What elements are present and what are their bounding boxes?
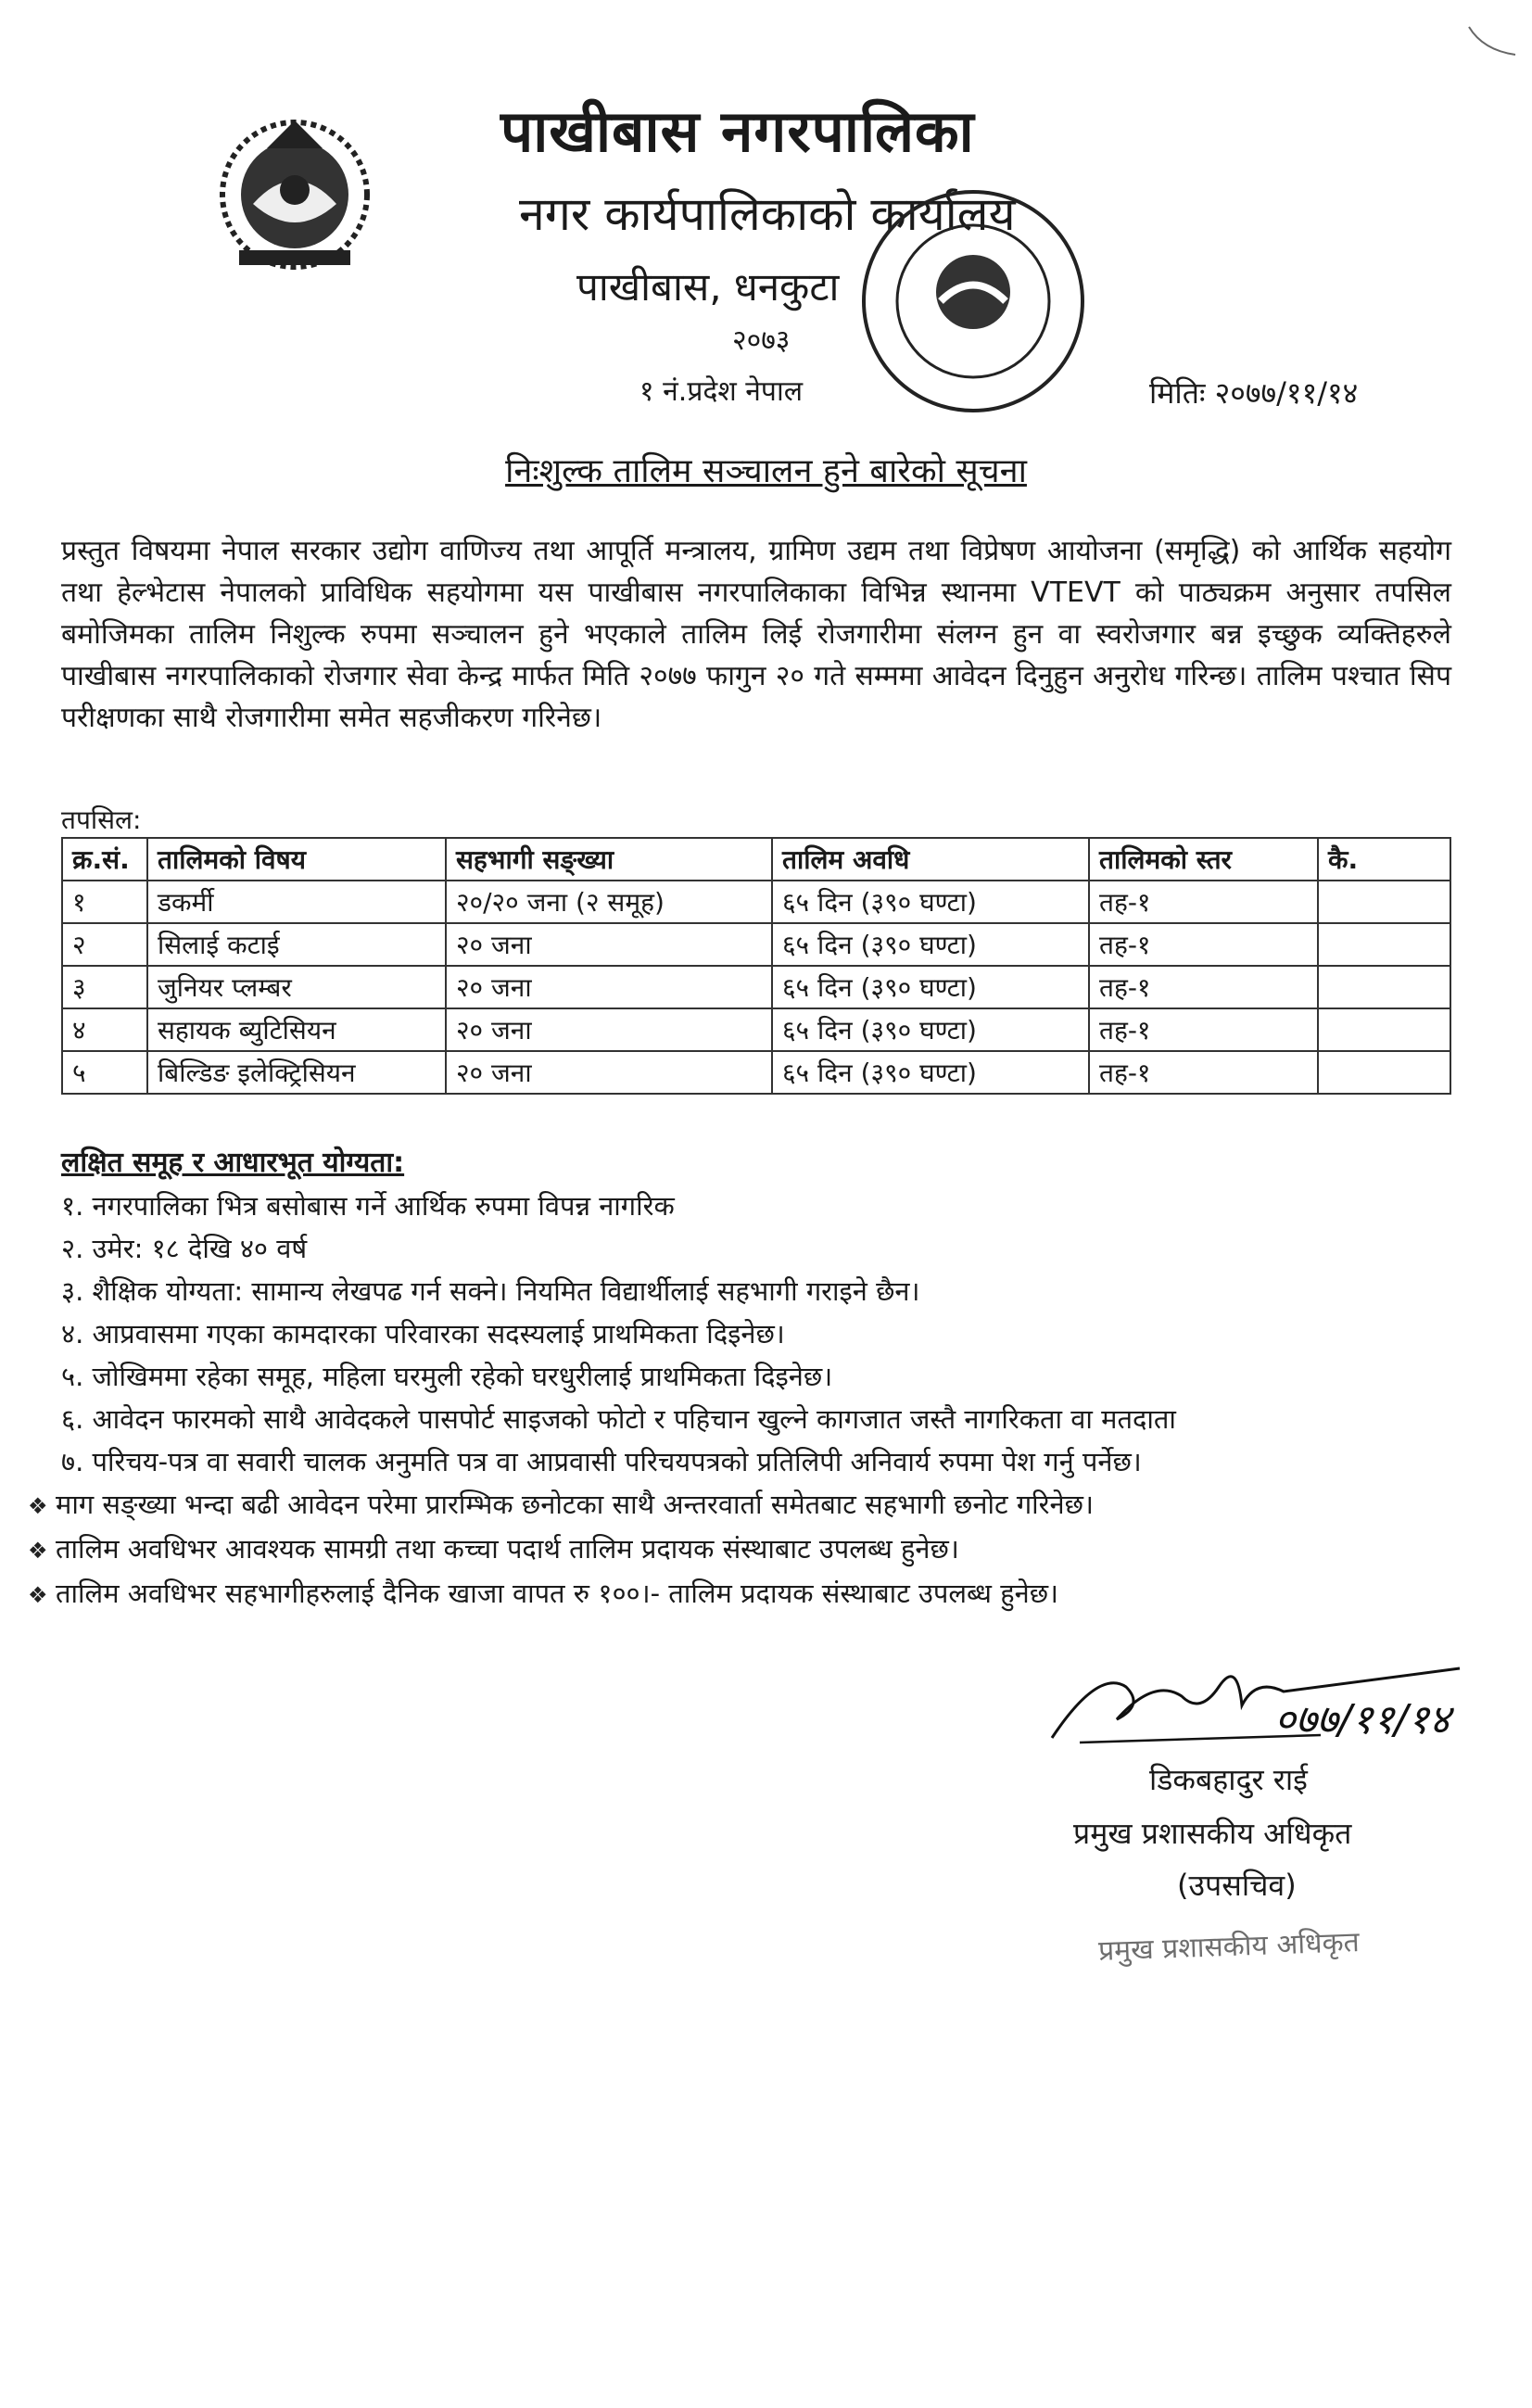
table-row [62, 1051, 1450, 1094]
organization-name: पाखीबास नगरपालिका [500, 97, 975, 165]
note-text: माग सङ्ख्या भन्दा बढी आवेदन परेमा प्रारम्भिक छनोटका साथै अन्तरवार्ता समेतबाट सहभागी छनोट गरिनेछ। [56, 1489, 1094, 1520]
handwritten-date: ०७७/११/१४ [1274, 1696, 1450, 1743]
col-sn: क्र.सं. [62, 838, 147, 881]
cell: ६५ दिन (३९० घण्टा) [772, 1051, 1089, 1094]
table-header-row [62, 838, 1450, 881]
province: १ नं.प्रदेश नेपाल [639, 375, 804, 408]
list-item: ६. आवेदन फारमको साथै आवेदकले पासपोर्ट साइजको फोटो र पहिचान खुल्ने कागजात जस्तै नागरिकता वा मतदाता [61, 1403, 1176, 1435]
cell: ५ [62, 1051, 147, 1094]
list-item [28, 1527, 1492, 1572]
cell [1318, 881, 1450, 923]
table-row [62, 966, 1450, 1008]
cell: तह-१ [1089, 1008, 1318, 1051]
cell: ६५ दिन (३९० घण्टा) [772, 881, 1089, 923]
cell: बिल्डिङ इलेक्ट्रिसियन [147, 1051, 446, 1094]
notice-title: निःशुल्क तालिम सञ्चालन हुने बारेको सूचना [505, 452, 1027, 490]
details-label: तपसिल: [61, 805, 142, 835]
cell: ६५ दिन (३९० घण्टा) [772, 1008, 1089, 1051]
col-participants: सहभागी सङ्ख्या [446, 838, 772, 881]
diamond-bullet-icon: ❖ [28, 1582, 48, 1608]
cell: सहायक ब्युटिसियन [147, 1008, 446, 1051]
cell [1318, 966, 1450, 1008]
list-item: ४. आप्रवासमा गएका कामदारका परिवारका सदस्यलाई प्राथमिकता दिइनेछ। [61, 1318, 785, 1350]
cell: २० जना [446, 966, 772, 1008]
cell: ४ [62, 1008, 147, 1051]
cell: तह-१ [1089, 923, 1318, 966]
handwritten-signature-icon [1043, 1650, 1469, 1752]
signatory-rank: (उपसचिव) [1177, 1868, 1297, 1903]
note-text: तालिम अवधिभर सहभागीहरुलाई दैनिक खाजा वापत रु १००।- तालिम प्रदायक संस्थाबाट उपलब्ध हुनेछ। [56, 1578, 1059, 1609]
col-level: तालिमको स्तर [1089, 838, 1318, 881]
diamond-bullet-icon: ❖ [28, 1538, 48, 1564]
signatory-name: डिकबहादुर राई [1149, 1762, 1308, 1797]
cell: ६५ दिन (३९० घण्टा) [772, 966, 1089, 1008]
cell: डकर्मी [147, 881, 446, 923]
table-row [62, 923, 1450, 966]
note-text: तालिम अवधिभर आवश्यक सामग्री तथा कच्चा पदार्थ तालिम प्रदायक संस्थाबाट उपलब्ध हुनेछ। [56, 1533, 959, 1565]
table-row [62, 1008, 1450, 1051]
signatory-role: प्रमुख प्रशासकीय अधिकृत [1073, 1816, 1352, 1851]
requirements-list [61, 1185, 1488, 1483]
cell: सिलाई कटाई [147, 923, 446, 966]
requirements-title: लक्षित समूह र आधारभूत योग्यता: [61, 1147, 405, 1179]
training-table [61, 837, 1451, 1095]
list-item: ३. शैक्षिक योग्यता: सामान्य लेखपढ गर्न सक्ने। नियमित विद्यार्थीलाई सहभागी गराइने छैन। [61, 1275, 920, 1307]
cell: तह-१ [1089, 881, 1318, 923]
list-item: ७. परिचय-पत्र वा सवारी चालक अनुमति पत्र वा आप्रवासी परिचयपत्रको प्रतिलिपी अनिवार्य रुपमा पेश गर्नु पर्नेछ। [61, 1446, 1142, 1477]
list-item [28, 1483, 1492, 1527]
nepal-government-emblem-icon [202, 102, 387, 278]
col-duration: तालिम अवधि [772, 838, 1089, 881]
cell [1318, 923, 1450, 966]
notice-body: प्रस्तुत विषयमा नेपाल सरकार उद्योग वाणिज्य तथा आपूर्ति मन्त्रालय, ग्रामिण उद्यम तथा विप्रेषण आयोजना (समृद्धि) को आर्थिक सहयोग तथा हेल्भेटास नेपालको प्राविधिक सहयोगमा यस पाखीबास नगरपालिकाका विभिन्न स्थानमा VTEVT को पाठ्यक्रम अनुसार तपसिल बमोजिमका तालिम निशुल्क रुपमा सञ्चालन हुने भएकाले तालिम लिई रोजगारीमा संलग्न हुन वा स्वरोजगार बन्न इच्छुक व्यक्तिहरुले पाखीबास नगरपालिकाको रोजगार सेवा केन्द्र मार्फत मिति २०७७ फागुन २० गते सम्ममा आवेदन दिनुहुन अनुरोध गरिन्छ। तालिम पश्चात सिप परीक्षणका साथै रोजगारीमा समेत सहजीकरण गरिनेछ। [61, 535, 1451, 734]
list-item: १. नगरपालिका भित्र बसोबास गर्ने आर्थिक रुपमा विपन्न नागरिक [61, 1190, 675, 1222]
office-name: नगर कार्यपालिकाको कार्यालय [519, 187, 1016, 241]
list-item: ५. जोखिममा रहेका समूह, महिला घरमुली रहेको घरधुरीलाई प्राथमिकता दिइनेछ। [61, 1361, 833, 1392]
notes-list [28, 1483, 1492, 1616]
municipality-office-seal-icon [834, 181, 1112, 440]
cell: २० जना [446, 1008, 772, 1051]
cell: २० जना [446, 1051, 772, 1094]
cell: ३ [62, 966, 147, 1008]
cell: तह-१ [1089, 966, 1318, 1008]
cell: १ [62, 881, 147, 923]
cell [1318, 1008, 1450, 1051]
col-subject: तालिमको विषय [147, 838, 446, 881]
established-year: २०७३ [732, 324, 791, 357]
cell: २०/२० जना (२ समूह) [446, 881, 772, 923]
list-item: २. उमेर: १८ देखि ४० वर्ष [61, 1233, 308, 1264]
cell: तह-१ [1089, 1051, 1318, 1094]
corner-scan-mark [1464, 22, 1520, 59]
notice-date: मितिः २०७७/११/१४ [1149, 375, 1359, 411]
cell: २ [62, 923, 147, 966]
diamond-bullet-icon: ❖ [28, 1493, 48, 1519]
designation-stamp: प्रमुख प्रशासकीय अधिकृत [1097, 1926, 1361, 1968]
cell [1318, 1051, 1450, 1094]
table-row [62, 881, 1450, 923]
cell: २० जना [446, 923, 772, 966]
office-address: पाखीबास, धनकुटा [576, 264, 840, 310]
col-remarks: कै. [1318, 838, 1450, 881]
cell: जुनियर प्लम्बर [147, 966, 446, 1008]
cell: ६५ दिन (३९० घण्टा) [772, 923, 1089, 966]
list-item [28, 1572, 1492, 1616]
